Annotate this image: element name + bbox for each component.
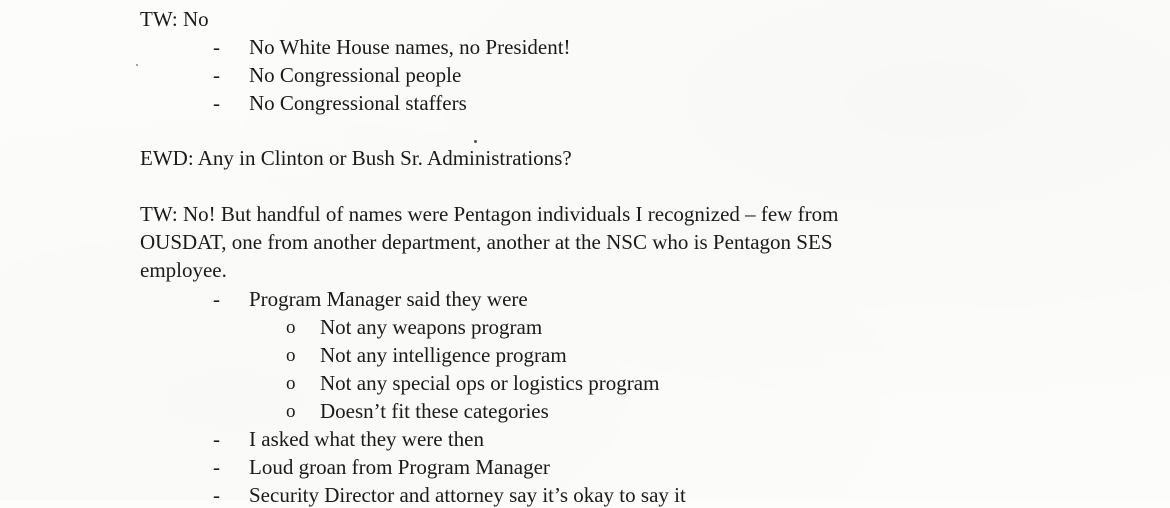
paragraph-line-1: TW: No! But handful of names were Pentagon individuals I recognized – few from [140, 202, 839, 226]
list-item-security-director: Security Director and attorney say it’s okay to say it [249, 483, 686, 507]
sub-item-categories: Doesn’t fit these categories [320, 399, 549, 423]
dash-marker: - [213, 483, 220, 507]
list-item-program-manager: Program Manager said they were [249, 287, 528, 311]
dash-marker: - [213, 63, 220, 87]
dash-marker: - [213, 455, 220, 479]
list-item-congressional-staffers: No Congressional staffers [249, 91, 467, 115]
dash-marker: - [213, 35, 220, 59]
dash-marker: - [213, 427, 220, 451]
scan-speck [474, 140, 477, 143]
list-item-groan: Loud groan from Program Manager [249, 455, 550, 479]
sub-item-special-ops: Not any special ops or logistics program [320, 371, 660, 395]
speaker-line-tw-no: TW: No [140, 7, 209, 31]
paragraph-line-3: employee. [140, 258, 227, 282]
dash-marker: - [213, 91, 220, 115]
list-item-asked: I asked what they were then [249, 427, 484, 451]
sub-item-weapons: Not any weapons program [320, 315, 543, 339]
scan-speck [136, 64, 138, 66]
list-item-white-house: No White House names, no President! [249, 35, 571, 59]
paragraph-line-2: OUSDAT, one from another department, another at the NSC who is Pentagon SES [140, 230, 833, 254]
speaker-line-ewd: EWD: Any in Clinton or Bush Sr. Administrations? [140, 146, 572, 170]
circle-marker: o [286, 401, 296, 422]
circle-marker: o [286, 317, 296, 338]
circle-marker: o [286, 373, 296, 394]
circle-marker: o [286, 345, 296, 366]
dash-marker: - [213, 287, 220, 311]
sub-item-intelligence: Not any intelligence program [320, 343, 567, 367]
list-item-congressional-people: No Congressional people [249, 63, 462, 87]
